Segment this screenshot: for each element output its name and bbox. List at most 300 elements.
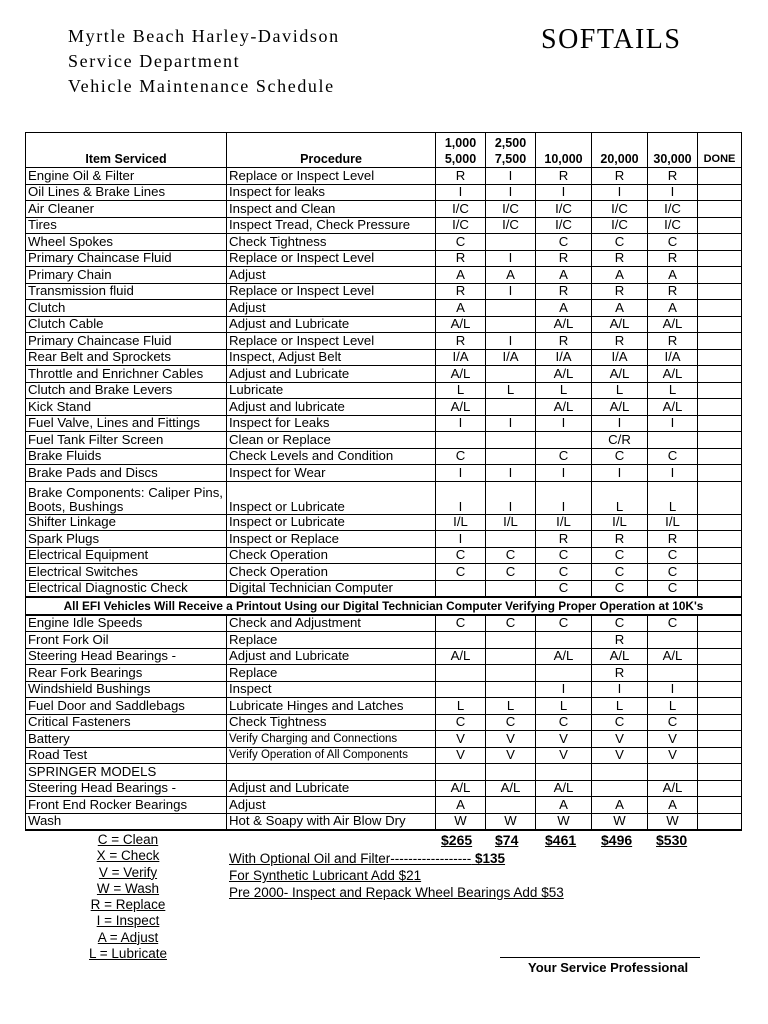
item-cell: Clutch Cable (26, 316, 227, 333)
interval-1000-5000-cell (436, 432, 486, 449)
efi-note-row (26, 597, 742, 615)
done-checkbox-cell[interactable] (698, 764, 742, 781)
interval-2500-7500-cell: A (486, 267, 536, 284)
interval-20000-cell: A/L (592, 648, 648, 665)
interval-2500-7500-cell: V (486, 731, 536, 748)
interval-30000-cell: C (648, 564, 698, 581)
interval-10000-cell: A/L (536, 780, 592, 797)
signature-line (500, 957, 700, 958)
total-1000-5000: $265 (441, 832, 473, 848)
procedure-cell: Lubricate (227, 382, 436, 399)
table-row (26, 698, 742, 715)
table-row (26, 250, 742, 267)
done-checkbox-cell[interactable] (698, 580, 742, 597)
header-1000-5000: 1,000 5,000 (436, 133, 486, 168)
done-checkbox-cell[interactable] (698, 366, 742, 383)
interval-30000-cell: C (648, 547, 698, 564)
interval-2500-7500-cell (486, 432, 536, 449)
interval-1000-5000-cell: C (436, 234, 486, 251)
interval-30000-cell: I/L (648, 514, 698, 531)
table-row (26, 731, 742, 748)
interval-1000-5000-cell: W (436, 813, 486, 830)
interval-20000-cell: L (592, 382, 648, 399)
table-row (26, 184, 742, 201)
table-row (26, 780, 742, 797)
interval-20000-cell (592, 780, 648, 797)
table-row (26, 681, 742, 698)
interval-20000-cell: I (592, 184, 648, 201)
interval-10000-cell: I (536, 184, 592, 201)
item-cell: Spark Plugs (26, 531, 227, 548)
interval-10000-cell: R (536, 333, 592, 350)
interval-2500-7500-cell (486, 448, 536, 465)
procedure-cell: Check Tightness (227, 234, 436, 251)
procedure-cell: Check Levels and Condition (227, 448, 436, 465)
interval-1000-5000-cell (436, 632, 486, 649)
done-checkbox-cell[interactable] (698, 531, 742, 548)
interval-10000-cell: C (536, 714, 592, 731)
procedure-cell: Check Operation (227, 547, 436, 564)
interval-30000-cell: L (648, 481, 698, 514)
interval-30000-cell: A/L (648, 648, 698, 665)
interval-1000-5000-cell: I (436, 415, 486, 432)
interval-10000-cell: I/A (536, 349, 592, 366)
interval-2500-7500-cell: W (486, 813, 536, 830)
interval-20000-cell: I (592, 465, 648, 482)
item-cell: Battery (26, 731, 227, 748)
interval-10000-cell: I (536, 465, 592, 482)
item-cell: Kick Stand (26, 399, 227, 416)
interval-30000-cell: R (648, 250, 698, 267)
procedure-cell: Check and Adjustment (227, 615, 436, 632)
table-row (26, 267, 742, 284)
table-row (26, 382, 742, 399)
interval-10000-cell: V (536, 731, 592, 748)
interval-2500-7500-cell (486, 665, 536, 682)
interval-10000-cell: A/L (536, 399, 592, 416)
interval-1000-5000-cell (436, 681, 486, 698)
item-cell: Engine Idle Speeds (26, 615, 227, 632)
procedure-cell: Inspect or Lubricate (227, 481, 436, 514)
item-cell: Front End Rocker Bearings (26, 797, 227, 814)
interval-2500-7500-cell: I/C (486, 217, 536, 234)
done-checkbox-cell[interactable] (698, 615, 742, 632)
interval-2500-7500-cell (486, 681, 536, 698)
done-checkbox-cell[interactable] (698, 184, 742, 201)
interval-10000-cell (536, 632, 592, 649)
interval-20000-cell: A (592, 300, 648, 317)
item-cell: Front Fork Oil (26, 632, 227, 649)
interval-30000-cell (648, 665, 698, 682)
done-checkbox-cell[interactable] (698, 283, 742, 300)
interval-2500-7500-cell: C (486, 615, 536, 632)
table-row (26, 432, 742, 449)
interval-1000-5000-cell: I (436, 481, 486, 514)
interval-30000-cell: C (648, 714, 698, 731)
item-cell: SPRINGER MODELS (26, 764, 227, 781)
procedure-cell: Inspect and Clean (227, 201, 436, 218)
interval-30000-cell: C (648, 448, 698, 465)
table-row (26, 481, 742, 514)
interval-30000-cell: R (648, 168, 698, 185)
interval-2500-7500-cell: C (486, 714, 536, 731)
done-checkbox-cell[interactable] (698, 481, 742, 514)
procedure-cell: Adjust (227, 300, 436, 317)
done-checkbox-cell[interactable] (698, 465, 742, 482)
done-checkbox-cell[interactable] (698, 250, 742, 267)
total-2500-7500: $74 (495, 832, 519, 848)
interval-1000-5000-cell: A (436, 300, 486, 317)
interval-10000-cell: L (536, 698, 592, 715)
interval-2500-7500-cell (486, 234, 536, 251)
interval-10000-cell (536, 665, 592, 682)
interval-2500-7500-cell: C (486, 547, 536, 564)
interval-2500-7500-cell (486, 580, 536, 597)
table-row (26, 714, 742, 731)
interval-20000-cell: R (592, 333, 648, 350)
wheel-bearing-option: Pre 2000- Inspect and Repack Wheel Bearings Add $53 (229, 885, 564, 900)
interval-20000-cell: L (592, 698, 648, 715)
interval-1000-5000-cell: R (436, 250, 486, 267)
interval-30000-cell: R (648, 531, 698, 548)
item-cell: Electrical Diagnostic Check (26, 580, 227, 597)
interval-20000-cell: R (592, 283, 648, 300)
done-checkbox-cell[interactable] (698, 665, 742, 682)
procedure-cell: Digital Technician Computer (227, 580, 436, 597)
table-row (26, 665, 742, 682)
done-checkbox-cell[interactable] (698, 382, 742, 399)
done-checkbox-cell[interactable] (698, 632, 742, 649)
interval-20000-cell: C (592, 234, 648, 251)
item-cell: Primary Chaincase Fluid (26, 333, 227, 350)
interval-30000-cell: C (648, 234, 698, 251)
interval-1000-5000-cell: V (436, 731, 486, 748)
table-row (26, 399, 742, 416)
header-30000: 30,000 (648, 133, 698, 168)
interval-10000-cell: A/L (536, 648, 592, 665)
interval-10000-cell: R (536, 250, 592, 267)
table-row (26, 316, 742, 333)
interval-30000-cell (648, 764, 698, 781)
interval-2500-7500-cell: A/L (486, 780, 536, 797)
interval-1000-5000-cell: V (436, 747, 486, 764)
interval-20000-cell: R (592, 250, 648, 267)
item-cell: Oil Lines & Brake Lines (26, 184, 227, 201)
interval-2500-7500-cell: I (486, 481, 536, 514)
table-row (26, 564, 742, 581)
done-checkbox-cell[interactable] (698, 316, 742, 333)
done-checkbox-cell[interactable] (698, 747, 742, 764)
interval-2500-7500-cell: I (486, 415, 536, 432)
table-row (26, 201, 742, 218)
interval-1000-5000-cell: I/L (436, 514, 486, 531)
done-checkbox-cell[interactable] (698, 349, 742, 366)
procedure-cell: Inspect or Replace (227, 531, 436, 548)
interval-20000-cell: A (592, 797, 648, 814)
interval-30000-cell (648, 632, 698, 649)
interval-2500-7500-cell (486, 300, 536, 317)
done-checkbox-cell[interactable] (698, 797, 742, 814)
done-checkbox-cell[interactable] (698, 415, 742, 432)
item-cell: Brake Fluids (26, 448, 227, 465)
interval-20000-cell: C (592, 615, 648, 632)
legend-item: X = Check (96, 848, 160, 864)
done-checkbox-cell[interactable] (698, 648, 742, 665)
interval-2500-7500-cell: I (486, 184, 536, 201)
procedure-cell: Adjust and Lubricate (227, 648, 436, 665)
procedure-cell: Adjust (227, 797, 436, 814)
legend (64, 832, 192, 962)
item-cell: Rear Fork Bearings (26, 665, 227, 682)
done-checkbox-cell[interactable] (698, 333, 742, 350)
interval-1000-5000-cell: A/L (436, 780, 486, 797)
done-checkbox-cell[interactable] (698, 267, 742, 284)
interval-30000-cell: C (648, 615, 698, 632)
done-checkbox-cell[interactable] (698, 448, 742, 465)
done-checkbox-cell[interactable] (698, 714, 742, 731)
header-20000: 20,000 (592, 133, 648, 168)
done-checkbox-cell[interactable] (698, 681, 742, 698)
interval-1000-5000-cell: I (436, 465, 486, 482)
interval-1000-5000-cell: I (436, 531, 486, 548)
table-row (26, 234, 742, 251)
interval-30000-cell: L (648, 698, 698, 715)
interval-10000-cell: C (536, 615, 592, 632)
done-checkbox-cell[interactable] (698, 564, 742, 581)
interval-30000-cell: R (648, 283, 698, 300)
item-cell: Electrical Switches (26, 564, 227, 581)
interval-10000-cell: C (536, 547, 592, 564)
oil-filter-option: With Optional Oil and Filter------------------ $135 (229, 851, 506, 866)
header-item: Item Serviced (26, 133, 227, 168)
interval-20000-cell: I/C (592, 217, 648, 234)
procedure-cell: Adjust and Lubricate (227, 780, 436, 797)
table-row (26, 415, 742, 432)
table-row (26, 632, 742, 649)
department-name: Service Department (68, 51, 241, 71)
interval-1000-5000-cell: I/C (436, 217, 486, 234)
done-checkbox-cell[interactable] (698, 813, 742, 830)
interval-10000-cell: C (536, 580, 592, 597)
interval-30000-cell: V (648, 731, 698, 748)
interval-10000-cell: A (536, 797, 592, 814)
interval-2500-7500-cell: V (486, 747, 536, 764)
table-row (26, 448, 742, 465)
interval-30000-cell: A/L (648, 780, 698, 797)
table-row (26, 747, 742, 764)
interval-20000-cell: R (592, 665, 648, 682)
table-row (26, 366, 742, 383)
interval-2500-7500-cell: I/C (486, 201, 536, 218)
table-header-row (26, 133, 742, 168)
procedure-cell: Check Operation (227, 564, 436, 581)
item-cell: Steering Head Bearings - (26, 780, 227, 797)
done-checkbox-cell[interactable] (698, 201, 742, 218)
table-row (26, 580, 742, 597)
procedure-cell: Clean or Replace (227, 432, 436, 449)
done-checkbox-cell[interactable] (698, 217, 742, 234)
interval-1000-5000-cell: A (436, 797, 486, 814)
interval-10000-cell: L (536, 382, 592, 399)
interval-30000-cell: L (648, 382, 698, 399)
interval-2500-7500-cell (486, 531, 536, 548)
interval-1000-5000-cell: A/L (436, 648, 486, 665)
efi-note: All EFI Vehicles Will Receive a Printout Using our Digital Technician Computer Verifying Proper Operation at 10K's (26, 597, 742, 615)
done-checkbox-cell[interactable] (698, 399, 742, 416)
interval-20000-cell: A/L (592, 366, 648, 383)
interval-1000-5000-cell: L (436, 698, 486, 715)
table-row (26, 648, 742, 665)
item-cell: Wash (26, 813, 227, 830)
interval-2500-7500-cell (486, 797, 536, 814)
procedure-cell: Check Tightness (227, 714, 436, 731)
interval-30000-cell: V (648, 747, 698, 764)
item-cell: Engine Oil & Filter (26, 168, 227, 185)
interval-10000-cell: R (536, 168, 592, 185)
total-20000: $496 (601, 832, 633, 848)
interval-20000-cell: I/A (592, 349, 648, 366)
procedure-cell: Hot & Soapy with Air Blow Dry (227, 813, 436, 830)
legend-item: A = Adjust (97, 929, 159, 945)
procedure-cell (227, 764, 436, 781)
legend-item: V = Verify (98, 864, 158, 880)
interval-1000-5000-cell: I (436, 184, 486, 201)
interval-10000-cell: R (536, 531, 592, 548)
interval-10000-cell: C (536, 234, 592, 251)
interval-20000-cell: R (592, 531, 648, 548)
interval-1000-5000-cell: I/A (436, 349, 486, 366)
item-cell: Tires (26, 217, 227, 234)
item-cell: Clutch (26, 300, 227, 317)
header-procedure: Procedure (227, 133, 436, 168)
done-checkbox-cell[interactable] (698, 547, 742, 564)
procedure-cell: Replace (227, 665, 436, 682)
procedure-cell: Inspect (227, 681, 436, 698)
interval-2500-7500-cell (486, 399, 536, 416)
interval-30000-cell: W (648, 813, 698, 830)
procedure-cell: Inspect or Lubricate (227, 514, 436, 531)
table-row (26, 615, 742, 632)
table-row (26, 764, 742, 781)
done-checkbox-cell[interactable] (698, 234, 742, 251)
interval-20000-cell: C/R (592, 432, 648, 449)
interval-1000-5000-cell (436, 764, 486, 781)
total-30000: $530 (656, 832, 688, 848)
interval-1000-5000-cell: C (436, 448, 486, 465)
interval-2500-7500-cell: I (486, 333, 536, 350)
interval-20000-cell: I (592, 681, 648, 698)
table-row (26, 300, 742, 317)
item-cell: Electrical Equipment (26, 547, 227, 564)
procedure-cell: Replace or Inspect Level (227, 250, 436, 267)
interval-1000-5000-cell: R (436, 168, 486, 185)
interval-1000-5000-cell: R (436, 283, 486, 300)
interval-30000-cell: A/L (648, 399, 698, 416)
done-checkbox-cell[interactable] (698, 168, 742, 185)
interval-1000-5000-cell: C (436, 564, 486, 581)
interval-20000-cell: C (592, 448, 648, 465)
interval-2500-7500-cell: I/A (486, 349, 536, 366)
header-done: DONE (698, 133, 742, 168)
item-cell: Fuel Tank Filter Screen (26, 432, 227, 449)
interval-1000-5000-cell (436, 580, 486, 597)
document-title: Vehicle Maintenance Schedule (68, 76, 335, 96)
maintenance-table (25, 132, 742, 831)
legend-item: R = Replace (90, 897, 166, 913)
interval-10000-cell: I (536, 681, 592, 698)
done-checkbox-cell[interactable] (698, 731, 742, 748)
done-checkbox-cell[interactable] (698, 300, 742, 317)
interval-20000-cell: R (592, 632, 648, 649)
interval-2500-7500-cell (486, 316, 536, 333)
procedure-cell: Inspect for leaks (227, 184, 436, 201)
table-row (26, 217, 742, 234)
done-checkbox-cell[interactable] (698, 514, 742, 531)
interval-10000-cell: I (536, 481, 592, 514)
interval-20000-cell: R (592, 168, 648, 185)
item-cell: Steering Head Bearings - (26, 648, 227, 665)
interval-20000-cell: A/L (592, 316, 648, 333)
procedure-cell: Lubricate Hinges and Latches (227, 698, 436, 715)
item-cell: Fuel Valve, Lines and Fittings (26, 415, 227, 432)
done-checkbox-cell[interactable] (698, 780, 742, 797)
interval-10000-cell: C (536, 564, 592, 581)
item-cell: Critical Fasteners (26, 714, 227, 731)
item-cell: Transmission fluid (26, 283, 227, 300)
done-checkbox-cell[interactable] (698, 698, 742, 715)
legend-item: L = Lubricate (89, 946, 167, 962)
procedure-cell: Inspect, Adjust Belt (227, 349, 436, 366)
table-row (26, 333, 742, 350)
interval-1000-5000-cell: C (436, 547, 486, 564)
interval-10000-cell: I/L (536, 514, 592, 531)
interval-20000-cell: L (592, 481, 648, 514)
oil-filter-price: $135 (475, 851, 506, 866)
procedure-cell: Inspect for Wear (227, 465, 436, 482)
table-row (26, 547, 742, 564)
interval-10000-cell: A (536, 300, 592, 317)
item-cell: Clutch and Brake Levers (26, 382, 227, 399)
interval-2500-7500-cell: I (486, 283, 536, 300)
interval-2500-7500-cell (486, 366, 536, 383)
interval-30000-cell: R (648, 333, 698, 350)
interval-30000-cell: A (648, 267, 698, 284)
interval-30000-cell: C (648, 580, 698, 597)
item-cell: Brake Components: Caliper Pins, Boots, Bushings (26, 481, 227, 514)
interval-1000-5000-cell: C (436, 714, 486, 731)
legend-item: I = Inspect (96, 913, 160, 929)
item-cell: Fuel Door and Saddlebags (26, 698, 227, 715)
procedure-cell: Inspect Tread, Check Pressure (227, 217, 436, 234)
interval-2500-7500-cell: L (486, 698, 536, 715)
done-checkbox-cell[interactable] (698, 432, 742, 449)
interval-10000-cell (536, 764, 592, 781)
item-cell: Windshield Bushings (26, 681, 227, 698)
procedure-cell: Replace or Inspect Level (227, 333, 436, 350)
interval-30000-cell: I/C (648, 201, 698, 218)
procedure-cell: Verify Charging and Connections (227, 731, 436, 748)
interval-20000-cell: C (592, 564, 648, 581)
interval-1000-5000-cell (436, 665, 486, 682)
item-cell: Shifter Linkage (26, 514, 227, 531)
table-row (26, 283, 742, 300)
optional-services (229, 850, 564, 901)
model-title: SOFTAILS (541, 24, 682, 55)
item-cell: Brake Pads and Discs (26, 465, 227, 482)
interval-20000-cell: I/C (592, 201, 648, 218)
interval-20000-cell: I/L (592, 514, 648, 531)
interval-1000-5000-cell: A/L (436, 366, 486, 383)
